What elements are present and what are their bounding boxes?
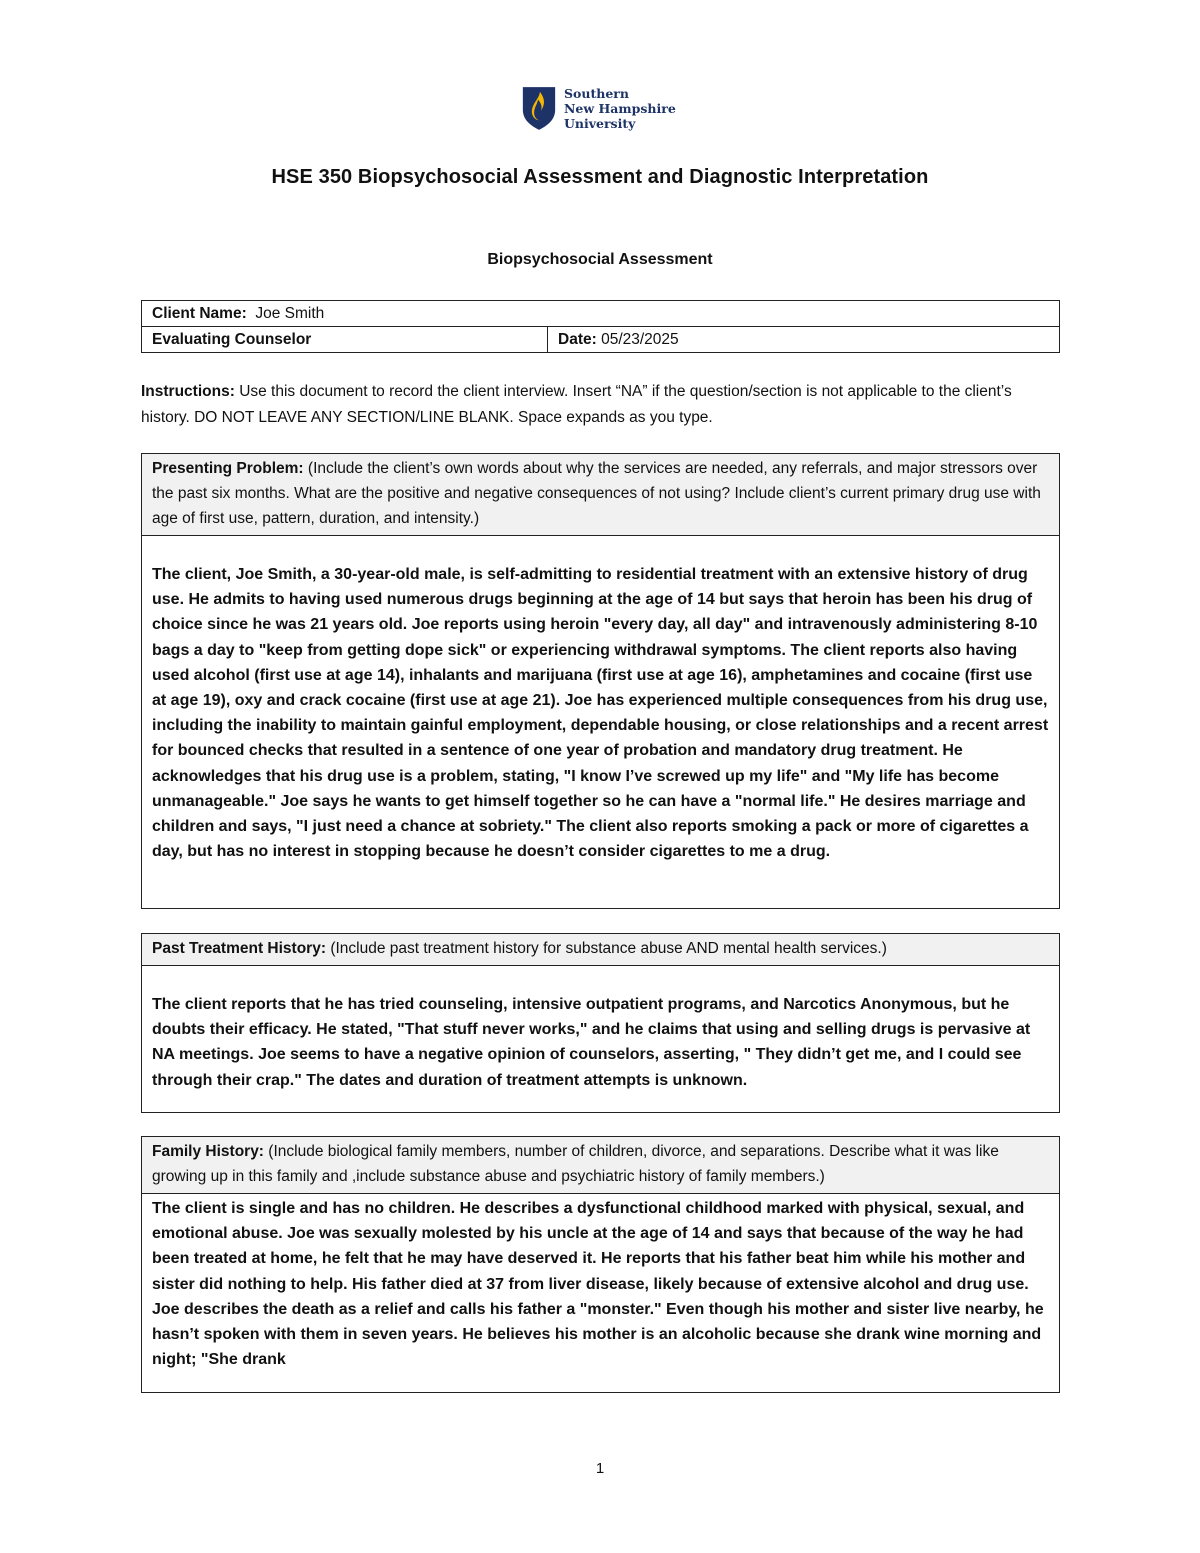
section-label: Past Treatment History: bbox=[152, 940, 326, 957]
logo-line-1: Southern bbox=[564, 85, 629, 101]
section-prompt: (Include past treatment history for substance abuse AND mental health services.) bbox=[330, 940, 887, 957]
date-label: Date: bbox=[558, 330, 597, 348]
logo-line-3: University bbox=[564, 115, 636, 131]
family-history-section bbox=[141, 1136, 1060, 1393]
past-treatment-history-section bbox=[141, 933, 1060, 1113]
section-prompt: (Include biological family members, number of children, divorce, and separations. Describe what it was like growing up in this family and ,include substance abuse and psychiatric history of family members.) bbox=[152, 1143, 999, 1185]
logo-line-2: New Hampshire bbox=[564, 100, 676, 116]
section-response[interactable]: The client is single and has no children. He describes a dysfunctional childhood marked with physical, sexual, and emotional abuse. Joe was sexually molested by his uncle at the age of 14 and says that because of the way he had been treated at home, he felt that he may have deserved it. He reports that his father beat him while his mother and sister did nothing to help. His father died at 37 from liver disease, likely because of extensive alcohol and drug use. Joe describes the death as a relief and calls his father a "monster." Even though his mother and sister live nearby, he hasn’t spoken with them in seven years. He believes his mother is an alcoholic because she drank wine morning and night; "She drank bbox=[152, 1200, 1044, 1369]
counselor-cell[interactable] bbox=[142, 327, 548, 353]
section-response[interactable]: The client, Joe Smith, a 30-year-old male, is self-admitting to residential treatment with an extensive history of drug use. He admits to having used numerous drugs beginning at the age of 14 but says that heroin has been his drug of choice since he was 21 years old. Joe reports using heroin "every day, all day" and intravenously administering 8-10 bags a day to "keep from getting dope sick" or experiencing withdrawal symptoms. The client reports also having used alcohol (first use at age 14), inhalants and marijuana (first use at age 16), amphetamines and cocaine (first use at age 19), oxy and crack cocaine (first use at age 21). Joe has experienced multiple consequences from his drug use, including the inability to maintain gainful employment, dependable housing, or close relationships and a recent arrest for bounced checks that resulted in a sentence of one year of probation and mandatory drug treatment. He acknowledges that his drug use is a problem, stating, "I know I’ve screwed up my life" and "My life has become unmanageable." Joe says he wants to get himself together so he can have a "normal life." He desires marriage and children and says, "I just need a chance at sobriety." The client also reports smoking a pack or more of cigarettes a day, but has no interest in stopping because he doesn’t consider cigarettes to me a drug. bbox=[152, 566, 1049, 861]
instructions-label: Instructions: bbox=[141, 383, 235, 400]
presenting-problem-section bbox=[141, 453, 1060, 909]
document-subtitle: Biopsychosocial Assessment bbox=[487, 251, 713, 268]
section-label: Family History: bbox=[152, 1143, 264, 1160]
date-cell[interactable] bbox=[548, 327, 1060, 353]
client-name-value: Joe Smith bbox=[255, 304, 325, 322]
page-number: 1 bbox=[595, 1460, 605, 1477]
date-value: 05/23/2025 bbox=[601, 330, 679, 348]
section-prompt: (Include the client’s own words about why the services are needed, any referrals, and major stressors over the past six months. What are the positive and negative consequences of not using? Include client’s current primary drug use with age of first use, pattern, duration, and intensity.) bbox=[152, 460, 1041, 527]
client-name-label: Client Name: bbox=[152, 304, 247, 322]
logo-wordmark bbox=[564, 86, 676, 131]
section-header bbox=[142, 1137, 1059, 1194]
flame-shield-icon bbox=[520, 85, 558, 131]
instructions bbox=[141, 379, 1041, 431]
section-header bbox=[142, 454, 1059, 536]
client-info-table bbox=[141, 300, 1060, 353]
section-label: Presenting Problem: bbox=[152, 460, 304, 477]
section-response[interactable]: The client reports that he has tried counseling, intensive outpatient programs, and Narcotics Anonymous, but he doubts their efficacy. He stated, "That stuff never works," and he claims that using and selling drugs is pervasive at NA meetings. Joe seems to have a negative opinion of counselors, asserting, " They didn’t get me, and I could see through their crap." The dates and duration of treatment attempts is unknown. bbox=[152, 996, 1031, 1089]
university-logo bbox=[520, 84, 690, 132]
client-name-cell[interactable] bbox=[142, 301, 1060, 327]
counselor-label: Evaluating Counselor bbox=[152, 330, 312, 348]
document-title: HSE 350 Biopsychosocial Assessment and Diagnostic Interpretation bbox=[271, 166, 929, 188]
instructions-text: Use this document to record the client interview. Insert “NA” if the question/section is not applicable to the client’s history. DO NOT LEAVE ANY SECTION/LINE BLANK. Space expands as you type. bbox=[141, 383, 1012, 426]
section-header bbox=[142, 934, 1059, 966]
